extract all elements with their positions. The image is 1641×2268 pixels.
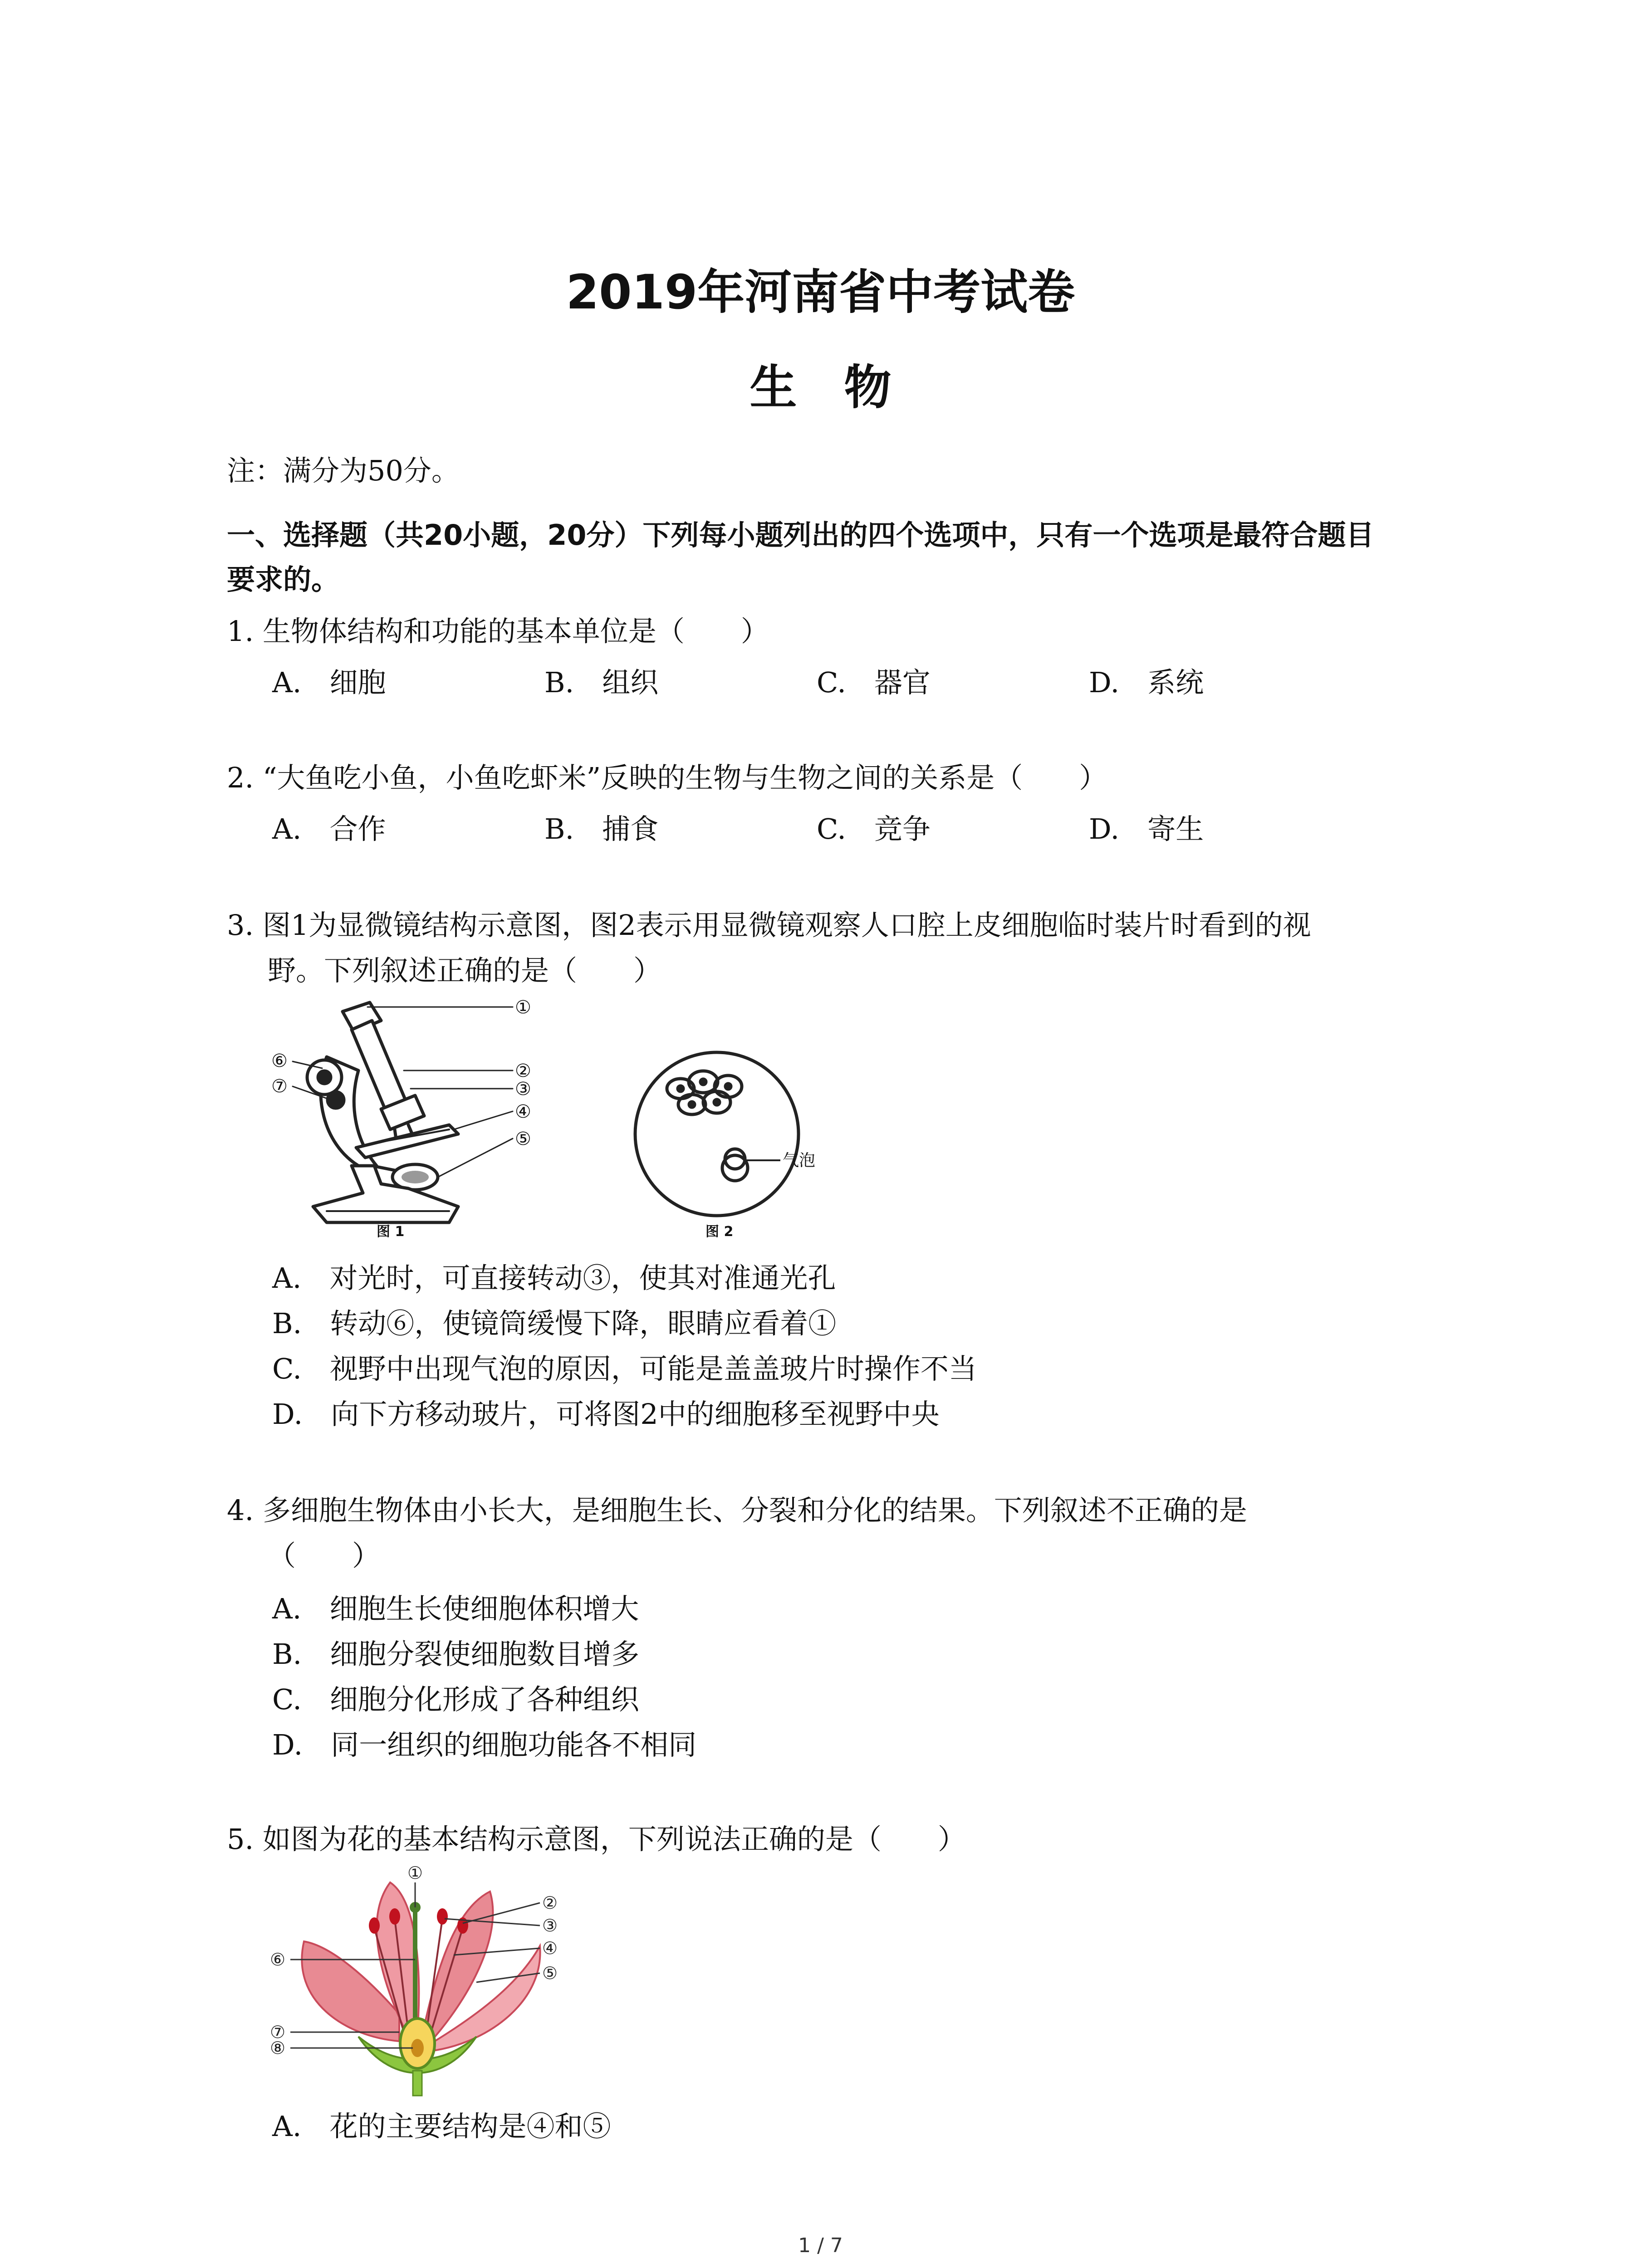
fig1-label-5: ⑤ bbox=[515, 1129, 531, 1149]
question-5-stem: 5. 如图为花的基本结构示意图，下列说法正确的是（ ） bbox=[227, 1823, 966, 1856]
section-heading-line2: 要求的。 bbox=[227, 563, 340, 596]
question-1-stem: 1. 生物体结构和功能的基本单位是（ ） bbox=[227, 615, 769, 648]
page-number: 1 / 7 bbox=[798, 2234, 843, 2257]
fig1-label-2: ② bbox=[515, 1061, 531, 1081]
question-4-option-b: B. 细胞分裂使细胞数目增多 bbox=[272, 1637, 640, 1671]
question-2-option-c: C. 竞争 bbox=[817, 812, 931, 846]
question-2-option-b: B. 捕食 bbox=[544, 812, 659, 846]
fig1-label-4: ④ bbox=[515, 1101, 531, 1122]
question-5-option-a: A. 花的主要结构是④和⑤ bbox=[272, 2110, 611, 2143]
question-3-stem-line1: 3. 图1为显微镜结构示意图，图2表示用显微镜观察人口腔上皮细胞临时装片时看到的视 bbox=[227, 909, 1311, 942]
fig1-label-6: ⑥ bbox=[271, 1051, 288, 1071]
flower-label-8: ⑧ bbox=[270, 2038, 286, 2058]
flower-label-2: ② bbox=[542, 1893, 558, 1913]
question-2-option-a: A. 合作 bbox=[272, 812, 386, 846]
question-3-option-a: A. 对光时，可直接转动③，使其对准通光孔 bbox=[272, 1261, 836, 1295]
question-4-stem-line1: 4. 多细胞生物体由小长大，是细胞生长、分裂和分化的结果。下列叙述不正确的是 bbox=[227, 1494, 1247, 1527]
question-3-option-c: C. 视野中出现气泡的原因，可能是盖盖玻片时操作不当 bbox=[272, 1352, 977, 1385]
question-4-option-d: D. 同一组织的细胞功能各不相同 bbox=[272, 1728, 697, 1761]
fig1-caption: 图 1 bbox=[377, 1224, 405, 1240]
field-of-view-figure bbox=[631, 1043, 885, 1234]
flower-structure-figure bbox=[263, 1864, 590, 2096]
question-2-option-d: D. 寄生 bbox=[1089, 812, 1204, 846]
question-3-stem-line2: 野。下列叙述正确的是（ ） bbox=[268, 954, 662, 987]
fig1-label-3: ③ bbox=[515, 1079, 531, 1100]
microscope-figure bbox=[259, 993, 576, 1247]
score-note: 注：满分为50分。 bbox=[227, 454, 460, 487]
question-4-option-a: A. 细胞生长使细胞体积增大 bbox=[272, 1592, 639, 1625]
flower-label-5: ⑤ bbox=[542, 1963, 558, 1983]
flower-label-3: ③ bbox=[542, 1916, 558, 1936]
question-1-option-a: A. 细胞 bbox=[272, 666, 386, 699]
flower-label-6: ⑥ bbox=[270, 1950, 286, 1970]
question-4-option-c: C. 细胞分化形成了各种组织 bbox=[272, 1683, 639, 1716]
fig1-label-7: ⑦ bbox=[271, 1076, 288, 1097]
question-1-option-d: D. 系统 bbox=[1089, 666, 1204, 699]
question-3-option-d: D. 向下方移动玻片，可将图2中的细胞移至视野中央 bbox=[272, 1398, 940, 1431]
bubble-label: 气泡 bbox=[783, 1151, 816, 1170]
question-2-stem: 2. “大鱼吃小鱼，小鱼吃虾米”反映的生物与生物之间的关系是（ ） bbox=[227, 761, 1107, 794]
question-1-option-b: B. 组织 bbox=[544, 666, 659, 699]
fig2-caption: 图 2 bbox=[705, 1224, 734, 1240]
fig1-label-1: ① bbox=[515, 997, 531, 1018]
flower-label-4: ④ bbox=[542, 1938, 558, 1958]
subject-title: 生 物 bbox=[749, 360, 892, 415]
flower-label-7: ⑦ bbox=[270, 2022, 286, 2042]
section-heading-line1: 一、选择题（共20小题，20分）下列每小题列出的四个选项中，只有一个选项是最符合题目 bbox=[227, 518, 1374, 552]
exam-title: 2019年河南省中考试卷 bbox=[566, 264, 1075, 320]
question-4-stem-line2: （ ） bbox=[268, 1539, 381, 1572]
question-1-option-c: C. 器官 bbox=[817, 666, 931, 699]
question-3-option-b: B. 转动⑥，使镜筒缓慢下降，眼睛应看着① bbox=[272, 1307, 837, 1340]
flower-label-1: ① bbox=[407, 1863, 423, 1883]
